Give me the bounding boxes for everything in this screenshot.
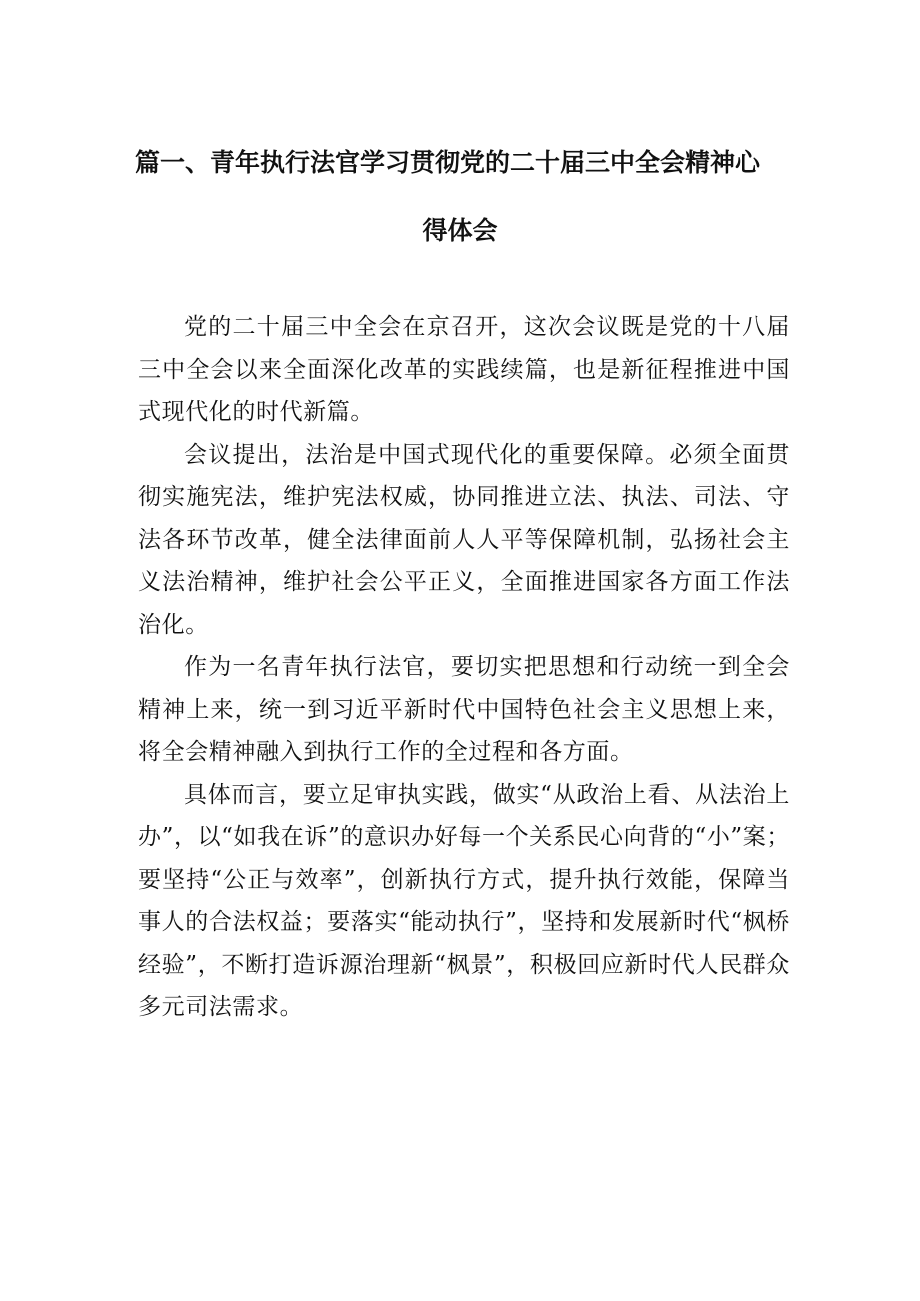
document-title-line-2: 得体会 (422, 216, 498, 245)
document-body (138, 306, 790, 1029)
paragraph: 会议提出，法治是中国式现代化的重要保障。必须全面贯彻实施宪法，维护宪法权威，协同推进立法、执法、司法、守法各环节改革，健全法律面前人人平等保障机制，弘扬社会主义法治精神，维护社会公平正义，全面推进国家各方面工作法治化。 (138, 441, 790, 638)
paragraph: 党的二十届三中全会在京召开，这次会议既是党的十八届三中全会以来全面深化改革的实践续篇，也是新征程推进中国式现代化的时代新篇。 (138, 314, 790, 425)
paragraph: 具体而言，要立足审执实践，做实“从政治上看、从法治上办”，以“如我在诉”的意识办好每一个关系民心向背的“小”案；要坚持“公正与效率”，创新执行方式，提升执行效能，保障当事人的合法权益；要落实“能动执行”，坚持和发展新时代“枫桥经验”，不断打造诉源治理新“枫景”，积极回应新时代人民群众多元司法需求。 (138, 781, 790, 1020)
paragraph: 作为一名青年执行法官，要切实把思想和行动统一到全会精神上来，统一到习近平新时代中国特色社会主义思想上来，将全会精神融入到执行工作的全过程和各方面。 (138, 654, 790, 765)
document-title-line-1: 篇一、青年执行法官学习贯彻党的二十届三中全会精神心 (135, 148, 761, 177)
